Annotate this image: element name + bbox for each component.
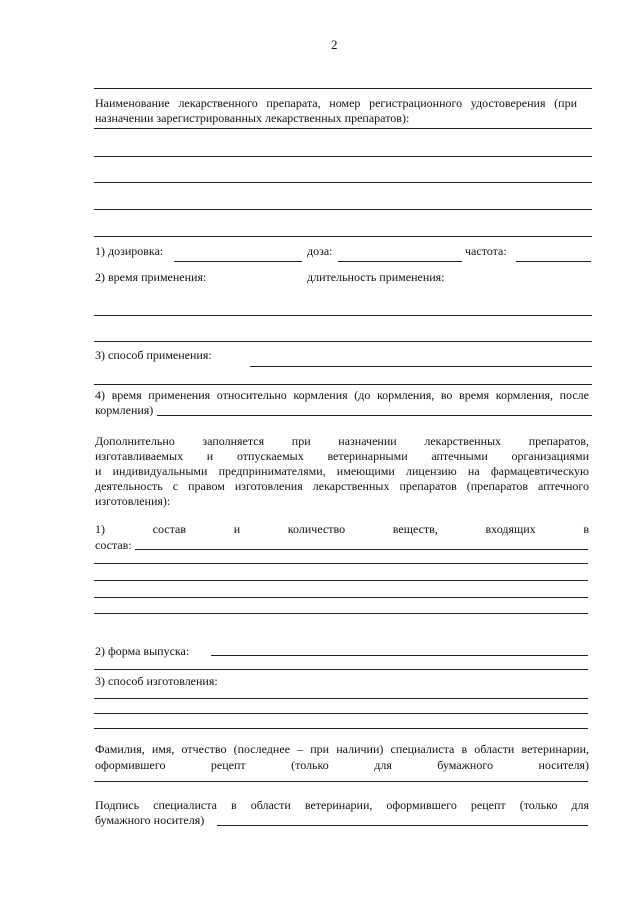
drug-name-field-line-4[interactable]: [94, 209, 592, 210]
drug-name-field-line-2[interactable]: [94, 156, 592, 157]
duration-label: длительность применения:: [307, 270, 445, 284]
manufacture-field-line-2[interactable]: [94, 713, 588, 714]
method-field-line-2[interactable]: [94, 384, 592, 385]
release-form-field[interactable]: [211, 655, 588, 656]
manufacture-label: 3) способ изготовления:: [95, 674, 218, 688]
frequency-field[interactable]: [516, 261, 591, 262]
dosage-field[interactable]: [174, 261, 302, 262]
additional-line1: Дополнительно заполняется при назначении лекарственных препаратов,: [95, 434, 589, 448]
additional-line4: деятельность с правом изготовления лекарственных препаратов (препаратов аптечного: [95, 479, 589, 493]
frequency-label: частота:: [465, 244, 507, 258]
application-time-field-line-2[interactable]: [94, 341, 592, 342]
feeding-field[interactable]: [157, 415, 592, 416]
release-form-label: 2) форма выпуска:: [95, 644, 190, 658]
composition-label-line2: состав:: [95, 538, 132, 552]
composition-field[interactable]: [135, 549, 588, 550]
drug-name-label-line2: назначении зарегистрированных лекарственных препаратов):: [95, 111, 410, 125]
specialist-name-label-line2: оформившего рецепт (только для бумажного носителя): [95, 758, 589, 772]
additional-line3: и индивидуальными предпринимателями, имеющими лицензию на фармацевтическую: [95, 464, 589, 478]
composition-field-line-4[interactable]: [94, 597, 588, 598]
composition-field-line-5[interactable]: [94, 613, 588, 614]
feeding-label-line2: кормления): [95, 403, 154, 417]
signature-label-line2: бумажного носителя): [95, 813, 205, 827]
dosage-label: 1) дозировка:: [95, 244, 164, 258]
application-time-field-line-1[interactable]: [94, 315, 592, 316]
drug-name-field-line-1[interactable]: [94, 128, 592, 129]
manufacture-field-line-1[interactable]: [94, 698, 588, 699]
specialist-name-field[interactable]: [94, 781, 588, 782]
application-time-label: 2) время применения:: [95, 270, 207, 284]
drug-name-label-line1: Наименование лекарственного препарата, номер регистрационного удостоверения (при: [95, 96, 577, 110]
method-label: 3) способ применения:: [95, 348, 212, 362]
additional-line5: изготовления):: [95, 494, 171, 508]
top-rule: [94, 88, 592, 89]
composition-label-line1: 1) состав и количество веществ, входящих в: [95, 522, 589, 536]
dose-field[interactable]: [338, 261, 462, 262]
method-field[interactable]: [250, 366, 592, 367]
feeding-label-line1: 4) время применения относительно кормления (до кормления, во время кормления, после: [95, 388, 589, 402]
drug-name-field-line-5[interactable]: [94, 236, 592, 237]
dose-label: доза:: [307, 244, 333, 258]
signature-field[interactable]: [217, 825, 588, 826]
composition-field-line-2[interactable]: [94, 563, 588, 564]
specialist-name-label-line1: Фамилия, имя, отчество (последнее – при наличии) специалиста в области ветеринарии,: [95, 742, 589, 756]
page-number: 2: [331, 37, 338, 52]
release-form-field-line-2[interactable]: [94, 669, 588, 670]
signature-label-line1: Подпись специалиста в области ветеринарии, оформившего рецепт (только для: [95, 798, 589, 812]
composition-field-line-3[interactable]: [94, 580, 588, 581]
manufacture-field-line-3[interactable]: [94, 728, 588, 729]
additional-line2: изготавливаемых и отпускаемых ветеринарными аптечными организациями: [95, 449, 589, 463]
drug-name-field-line-3[interactable]: [94, 182, 592, 183]
